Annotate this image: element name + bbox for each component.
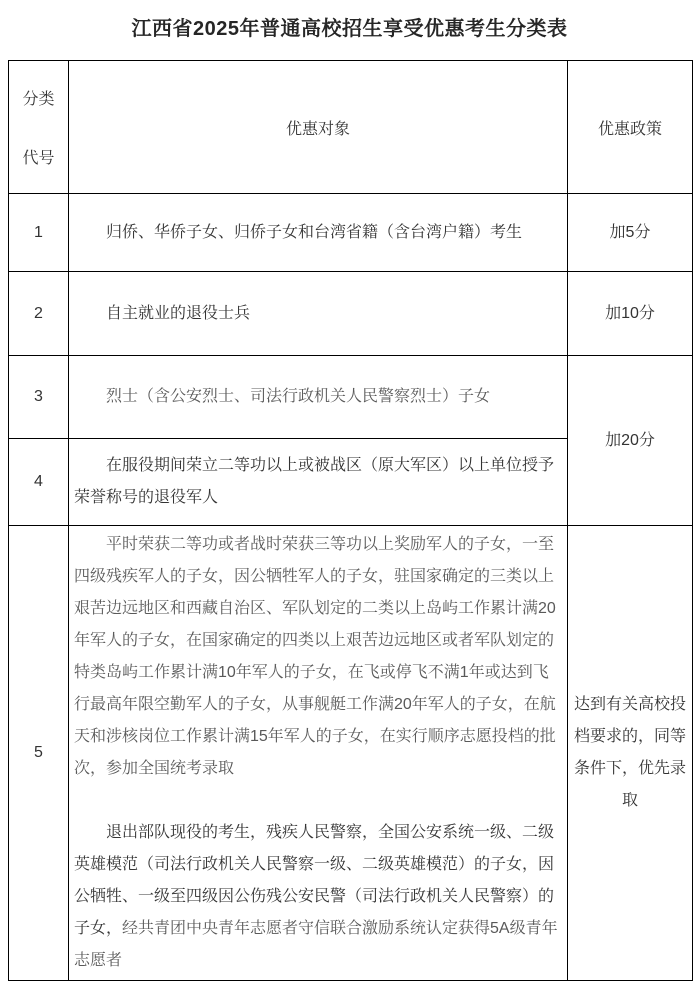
row1-target: 归侨、华侨子女、归侨子女和台湾省籍（含台湾户籍）考生	[69, 194, 568, 272]
row3-code: 3	[9, 356, 69, 439]
row3-row4-policy-merged: 加20分	[568, 356, 693, 526]
row5-code: 5	[9, 526, 69, 981]
header-code-cell	[9, 61, 69, 194]
table-row	[9, 526, 693, 981]
row2-target: 自主就业的退役士兵	[69, 272, 568, 356]
row1-code: 1	[9, 194, 69, 272]
header-code-line2: 代号	[22, 150, 55, 167]
row5-target	[69, 526, 568, 981]
row5-paragraph2-gray-segment: 经共青团中央青年志愿者守信联合激励系统认定获得5A级青年志愿者	[74, 920, 558, 969]
table-row	[9, 272, 693, 356]
table-row	[9, 356, 693, 439]
table-row	[9, 194, 693, 272]
header-target-cell: 优惠对象	[69, 61, 568, 194]
row1-policy: 加5分	[568, 194, 693, 272]
row5-target-paragraph1: 平时荣获二等功或者战时荣获三等功以上奖励军人的子女，一至四级残疾军人的子女，因公牺牲军人的子女，驻国家确定的三类以上艰苦边远地区和西藏自治区、军队划定的二类以上岛屿工作累计满20年军人的子女，在国家确定的四类以上艰苦边远地区或者军队划定的特类岛屿工作累计满10年军人的子女，在飞或停飞不满1年或达到飞行最高年限空勤军人的子女，从事舰艇工作满20年军人的子女，在航天和涉核岗位工作累计满15年军人的子女，在实行顺序志愿投档的批次，参加全国统考录取	[74, 536, 556, 777]
row2-code: 2	[9, 272, 69, 356]
table-header-row	[9, 61, 693, 194]
row4-code: 4	[9, 439, 69, 526]
row2-policy: 加10分	[568, 272, 693, 356]
header-policy-cell: 优惠政策	[568, 61, 693, 194]
row3-target: 烈士（含公安烈士、司法行政机关人民警察烈士）子女	[69, 356, 568, 439]
page-title: 江西省2025年普通高校招生享受优惠考生分类表	[131, 18, 568, 40]
header-code-line1: 分类	[22, 91, 55, 108]
row5-policy: 达到有关高校投档要求的，同等条件下，优先录取	[568, 526, 693, 981]
row5-target-paragraph2	[74, 817, 562, 977]
row4-target: 在服役期间荣立二等功以上或被战区（原大军区）以上单位授予荣誉称号的退役军人	[69, 439, 568, 526]
row5-paragraph2-black-segment: 退出部队现役的考生，残疾人民警察，全国公安系统一级、二级英雄模范（司法行政机关人民警察一级、二级英雄模范）的子女，因公牺牲、一级至四级因公伤残公安民警（司法行政机关人民警察）的子女，	[74, 824, 555, 937]
classification-table	[8, 60, 693, 981]
